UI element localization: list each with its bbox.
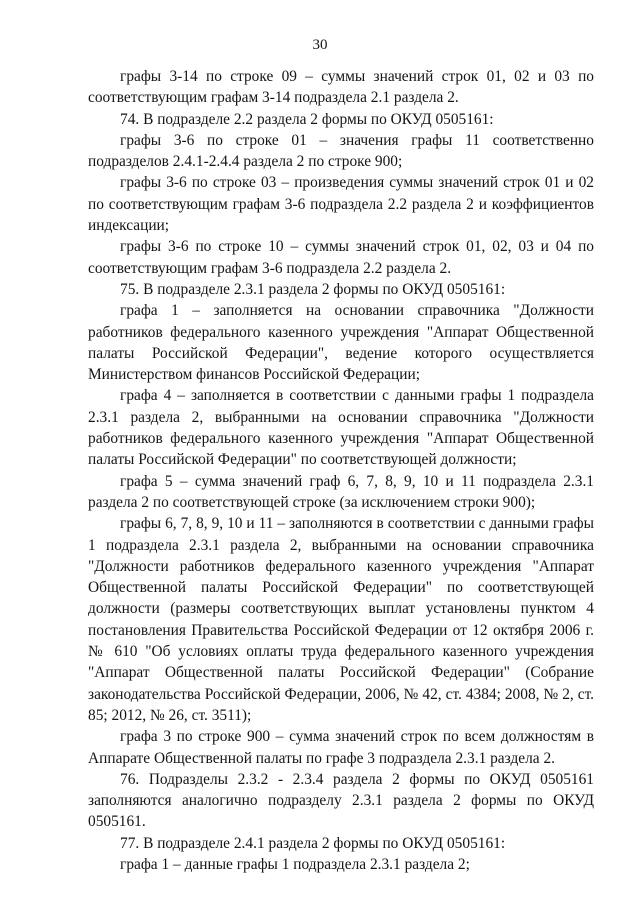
paragraph: графы 3-6 по строке 01 – значения графы 11 соответственно подразделов 2.4.1-2.4.4 раздела 2 по строке 900; [88,131,594,171]
document-body [88,66,594,875]
paragraph: графы 3-14 по строке 09 – суммы значений строк 01, 02 и 03 по соответствующим графам 3-14 подраздела 2.1 раздела 2. [88,68,594,107]
page-number: 30 [312,37,328,53]
paragraph: графы 6, 7, 8, 9, 10 и 11 – заполняются в соответствии с данными графы 1 подраздела 2.3.1 раздела 2, выбранными на основании справочника "Должности работников федерального казенного учреждения "Аппарат Общественной палаты Российской Федерации" по соответствующей должности (размеры соответствующих выплат установлены пунктом 4 постановления Правительства Российской Федерации от 12 октября 2006 г. № 610 "Об условиях оплаты труда федерального казенного учреждения "Аппарат Общественной палаты Российской Федерации" (Собрание законодательства Российской Федерации, 2006, № 42, ст. 4384; 2008, № 2, ст. 85; 2012, № 26, ст. 3511); [88,515,594,724]
paragraph: графа 5 – сумма значений граф 6, 7, 8, 9, 10 и 11 подраздела 2.3.1 раздела 2 по соответствующей строке (за исключением строки 900); [88,472,594,511]
paragraph: 76. Подразделы 2.3.2 - 2.3.4 раздела 2 формы по ОКУД 0505161 заполняются аналогично подразделу 2.3.1 раздела 2 формы по ОКУД 0505161. [88,770,594,831]
paragraph: графа 4 – заполняется в соответствии с данными графы 1 подраздела 2.3.1 раздела 2, выбранными на основании справочника "Должности работников федерального казенного учреждения "Аппарат Общественной палаты Российской Федерации" по соответствующей должности; [88,387,594,469]
paragraph: графы 3-6 по строке 03 – произведения суммы значений строк 01 и 02 по соответствующим графам 3-6 подраздела 2.2 раздела 2 и коэффициентов индексации; [88,174,594,235]
paragraph: 74. В подразделе 2.2 раздела 2 формы по ОКУД 0505161: [120,110,494,128]
paragraph: графа 1 – заполняется на основании справочника "Должности работников федерального казенного учреждения "Аппарат Общественной палаты Российской Федерации", ведение которого осуществляется Министерством финансов Российской Федерации; [88,302,594,384]
paragraph: графа 3 по строке 900 – сумма значений строк по всем должностям в Аппарате Общественной палаты по графе 3 подраздела 2.3.1 раздела 2. [88,728,594,767]
paragraph: графы 3-6 по строке 10 – суммы значений строк 01, 02, 03 и 04 по соответствующим графам 3-6 подраздела 2.2 раздела 2. [88,238,594,277]
paragraph: графа 1 – данные графы 1 подраздела 2.3.1 раздела 2; [120,855,470,873]
paragraph: 75. В подразделе 2.3.1 раздела 2 формы по ОКУД 0505161: [120,280,506,298]
paragraph: 77. В подразделе 2.4.1 раздела 2 формы по ОКУД 0505161: [120,834,506,852]
